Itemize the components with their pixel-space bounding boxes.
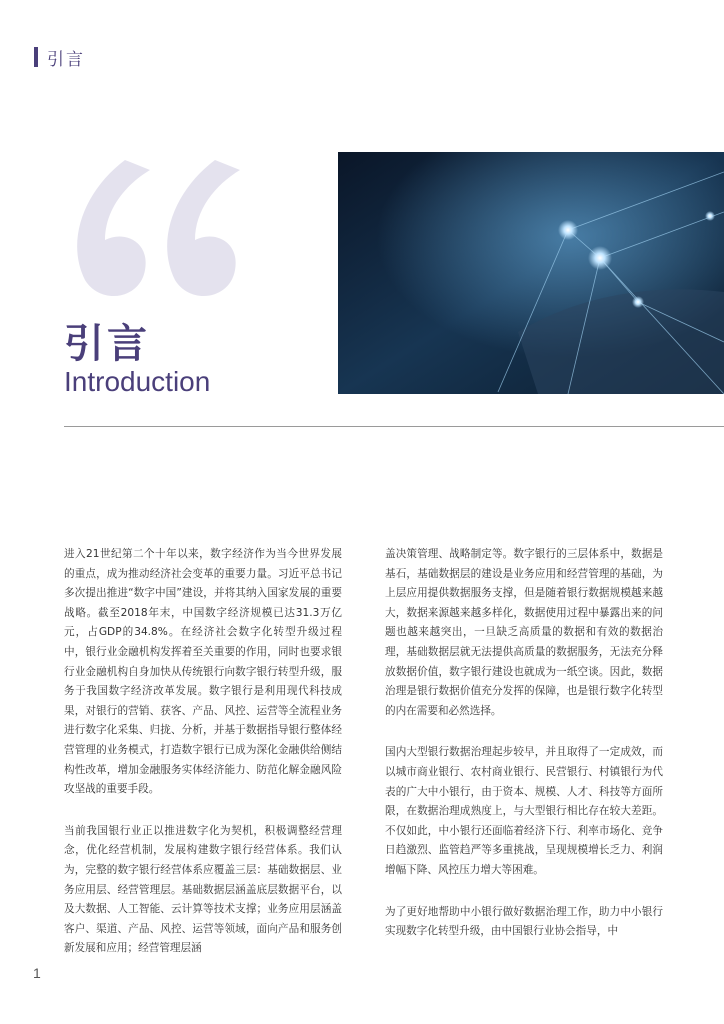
header-title: 引言 <box>47 50 85 70</box>
quote-mark-icon <box>55 130 255 330</box>
section-divider <box>64 426 724 427</box>
paragraph: 为了更好地帮助中小银行做好数据治理工作，助力中小银行实现数字化转型升级，由中国银行业协会指导，中 <box>385 905 663 938</box>
paragraph: 盖决策管理、战略制定等。数字银行的三层体系中，数据是基石，基础数据层的建设是业务应用和经营管理的基础，为上层应用提供数据服务支撑，但是随着银行数据规模越来越大，数据来源越来越多样化，数据使用过程中暴露出来的问题也越来越突出，一旦缺乏高质量的数据和有效的数据治理，基础数据层就无法提供高质量的数据服务，无法充分释放数据价值，数字银行建设也就成为一纸空谈。因此，数据治理是银行数据价值充分发挥的保障，也是银行数字化转型的内在需要和必然选择。 <box>385 548 663 717</box>
page-number: 1 <box>33 965 41 981</box>
paragraph: 国内大型银行数据治理起步较早，并且取得了一定成效，而以城市商业银行、农村商业银行、民营银行、村镇银行为代表的广大中小银行，由于资本、规模、人才、科技等方面所限，在数据治理成熟度上，与大型银行相比存在较大差距。不仅如此，中小银行还面临着经济下行、利率市场化、竞争日趋激烈、监管趋严等多重挑战，呈现规模增长乏力、利润增幅下降、风控压力增大等困难。 <box>385 746 663 876</box>
header-accent-bar <box>34 47 38 67</box>
hero-image <box>338 152 724 394</box>
body-column-left <box>64 545 342 981</box>
body-column-right <box>385 545 663 964</box>
title-english: Introduction <box>64 366 211 397</box>
title-chinese: 引言 <box>64 321 150 367</box>
paragraph: 当前我国银行业正以推进数字化为契机，积极调整经营理念，优化经营机制，发展构建数字银行经营体系。我们认为，完整的数字银行经营体系应覆盖三层：基础数据层、业务应用层、经营管理层。基础数据层涵盖底层数据平台，以及大数据、人工智能、云计算等技术支撑；业务应用层涵盖客户、渠道、产品、风控、运营等领域，面向产品和服务创新发展和应用；经营管理层涵 <box>64 824 342 955</box>
paragraph: 进入21世纪第二个十年以来，数字经济作为当今世界发展的重点，成为推动经济社会变革的重要力量。习近平总书记多次提出推进“数字中国”建设，并将其纳入国家发展的重要战略。截至2018年末，中国数字经济规模已达31.3万亿元，占GDP的34.8%。在经济社会数字化转型升级过程中，银行业金融机构发挥着至关重要的作用，同时也要求银行业金融机构自身加快从传统银行向数字银行转型升级，服务于我国数字经济改革发展。数字银行是利用现代科技成果，对银行的营销、获客、产品、风控、运营等全流程业务进行数字化采集、归拢、分析，并基于数据指导银行整体经营管理的业务模式，打造数字银行已成为深化金融供给侧结构性改革，增加金融服务实体经济能力、防范化解金融风险攻坚战的重要手段。 <box>64 548 342 796</box>
